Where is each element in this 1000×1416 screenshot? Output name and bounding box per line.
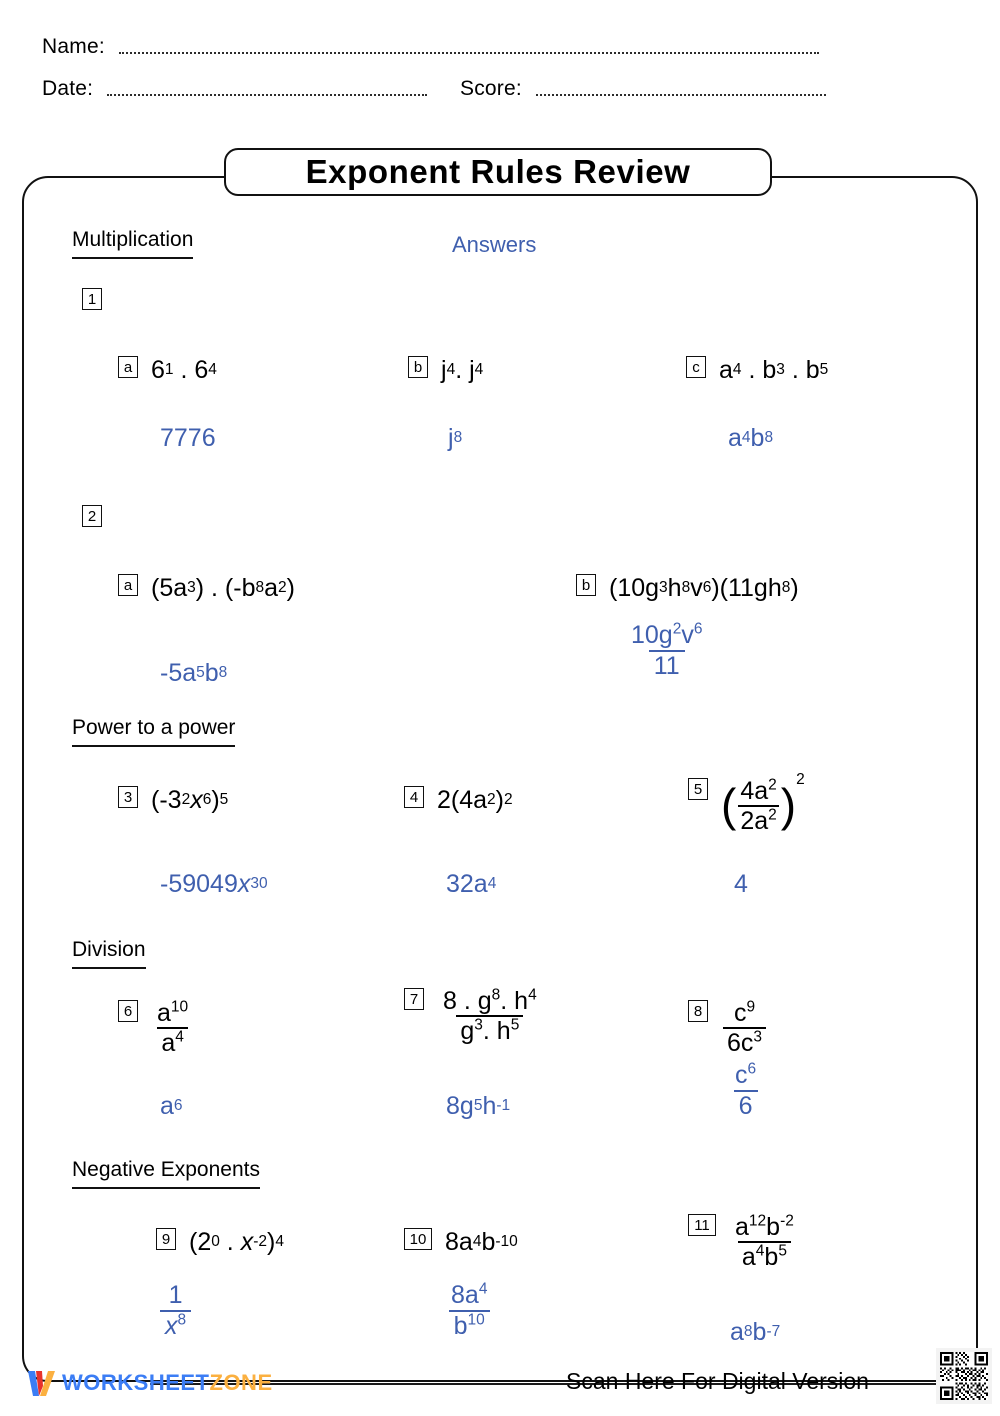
problem-number-box: 5 (688, 778, 708, 800)
problem-number-box: 2 (82, 505, 102, 527)
answer-10-numerator (446, 1282, 492, 1310)
answer-2b-n2: v (681, 621, 694, 649)
p2a-t4: ) (286, 574, 295, 602)
p2b-t2: h (667, 574, 682, 602)
p7-ns2: 4 (528, 986, 537, 1004)
problem-7 (404, 988, 543, 1045)
answer-10-d1: b (453, 1312, 468, 1340)
name-input-line[interactable] (119, 52, 819, 54)
p11-n1: a (735, 1213, 749, 1241)
worksheet-title-badge (224, 148, 772, 196)
answer-2a: -5a 5 b 8 (160, 659, 228, 687)
problem-5-fraction (738, 778, 778, 835)
p2b-t3: v (690, 574, 703, 602)
p3-variable: x (190, 786, 203, 814)
answer-2a-lead: -5a (160, 659, 197, 687)
problem-number-box: 3 (118, 786, 138, 808)
qr-code[interactable] (936, 1348, 992, 1404)
answer-9-numerator: 1 (168, 1281, 183, 1309)
p9-t1: (2 (189, 1228, 212, 1256)
p3-t2: ) (211, 786, 220, 814)
problem-number-box: 8 (688, 1000, 708, 1022)
logo-v-mark-icon (26, 1366, 60, 1400)
problem-number-box: 4 (404, 786, 424, 808)
p7-ds1: 3 (474, 1016, 483, 1034)
problem-4-expression: 2(4a 2 ) 2 (437, 786, 513, 814)
answer-9-fraction (160, 1282, 191, 1340)
problem-letter-box-b: b (576, 574, 596, 596)
problem-9-expression: (2 0 . x -2 ) 4 (189, 1228, 284, 1256)
p4-t2: ) (495, 786, 504, 814)
problem-7-expression (437, 988, 543, 1045)
problem-11-expression (729, 1214, 800, 1271)
answer-2b-fraction (626, 622, 707, 680)
answer-10-fraction (446, 1282, 492, 1340)
p1c-base1: a (719, 356, 733, 384)
student-info-header (0, 0, 1000, 130)
p7-n1: 8 . g (443, 987, 492, 1015)
problem-number-1 (82, 288, 102, 310)
answer-8-numerator (730, 1062, 761, 1090)
p2b-t1: (10g (609, 574, 660, 602)
problem-6 (118, 1000, 194, 1057)
p9-variable: x (240, 1228, 254, 1256)
problem-2b-expression: (10g 3 h 8 v 6 )(11gh 8 ) (609, 574, 799, 602)
p1c-base3: b (805, 356, 820, 384)
score-field-row (460, 78, 840, 99)
p5-num-base: 4a (740, 777, 769, 805)
answer-8-num-base: c (735, 1061, 748, 1089)
answer-9-den-exp: 8 (177, 1311, 187, 1329)
answer-8-denominator: 6 (734, 1090, 758, 1120)
problem-letter-box-a: a (118, 574, 138, 596)
p11-d1: a (741, 1243, 756, 1272)
problem-1b-expression: j 4 . j 4 (441, 356, 484, 384)
p5-numerator (738, 778, 778, 805)
answer-1c-base1: a (728, 424, 742, 452)
problem-5-expression: ( $\frac{4a^2}{2a^2}$ ) 2 (721, 771, 805, 836)
p1c-op2: . (784, 356, 806, 384)
p7-n2: . h (500, 987, 529, 1015)
answer-1c: a 4 b 8 (728, 424, 774, 452)
answer-10-ns1: 4 (478, 1280, 488, 1298)
p2a-t3: a (264, 574, 279, 602)
answer-10 (446, 1282, 492, 1340)
p8-den-exp: 3 (753, 1028, 763, 1046)
p5-den-exp: 2 (768, 806, 777, 824)
problem-1a-expression: 6 1 . 6 4 (151, 356, 217, 384)
p11-ds2: 5 (778, 1242, 787, 1260)
p2b-t5: ) (790, 574, 799, 602)
page-title: Exponent Rules Review (305, 153, 691, 190)
answer-1a: 7776 (160, 424, 216, 452)
p8-den-base: 6c (727, 1029, 754, 1058)
logo-text-worksheet: WORKSHEET (62, 1370, 210, 1395)
answer-4: 32a 4 (446, 870, 497, 898)
worksheet-zone-logo[interactable] (26, 1362, 273, 1404)
p6-den-exp: 4 (175, 1028, 184, 1046)
p7-denominator (456, 1015, 523, 1044)
answer-10-ds1: 10 (467, 1311, 485, 1329)
date-input-line[interactable] (107, 94, 427, 96)
p7-d1: g (460, 1017, 475, 1046)
p6-numerator (153, 1000, 192, 1027)
problem-letter-box-c: c (686, 356, 706, 378)
p11-numerator (731, 1214, 798, 1241)
answer-3-variable: x (237, 870, 251, 898)
p8-numerator (730, 1000, 759, 1027)
answer-7-t2: h (482, 1092, 497, 1120)
answer-7: 8g 5 h -1 (446, 1092, 511, 1120)
p6-den-base: a (161, 1029, 176, 1058)
answer-2a-b2: b (204, 659, 219, 687)
p5-num-exp: 2 (768, 776, 777, 794)
p1c-op1: . (741, 356, 763, 384)
p7-ns1: 8 (491, 986, 501, 1004)
answer-9-den-base: x (165, 1312, 178, 1340)
answer-5: 4 (734, 870, 748, 898)
name-label: Name: (42, 35, 105, 58)
answer-6: a 6 (160, 1092, 183, 1120)
p2b-t4: )(11gh (711, 574, 782, 602)
problem-10 (404, 1228, 518, 1256)
problem-6-fraction (153, 1000, 192, 1057)
p5-den-base: 2a (740, 807, 769, 836)
p5-denominator (738, 805, 778, 834)
p7-ds2: 5 (510, 1016, 520, 1034)
problem-11-fraction (731, 1214, 798, 1271)
answer-8 (730, 1062, 761, 1120)
problem-10-expression: 8a 4 b -10 (445, 1228, 518, 1256)
problem-3 (118, 786, 228, 814)
answer-2b (626, 622, 707, 680)
answer-1c-base2: b (750, 424, 765, 452)
p11-d2: b (764, 1243, 779, 1272)
problem-letter-box-a: a (118, 356, 138, 378)
p7-numerator (439, 988, 541, 1015)
p9-t3: ) (267, 1228, 276, 1256)
problem-number-box: 6 (118, 1000, 138, 1022)
p10-t2: b (481, 1228, 496, 1256)
p1b-operator: . (455, 356, 470, 384)
answer-1b-base: j (448, 424, 454, 452)
problem-7-fraction (439, 988, 541, 1045)
p11-ns2: -2 (780, 1212, 794, 1230)
answer-2b-numerator (626, 622, 707, 650)
answer-1b: j 8 (448, 424, 463, 452)
answer-3: -59049 x 30 (160, 870, 268, 898)
page-footer (0, 1352, 1000, 1416)
problem-1c-expression: a 4 . b 3 . b 5 (719, 356, 829, 384)
answer-2b-n1: 10g (631, 621, 673, 649)
problem-number-box: 11 (688, 1214, 716, 1236)
problem-number-box: 7 (404, 988, 424, 1010)
open-paren: ( (721, 779, 737, 832)
problem-1a (118, 356, 217, 384)
problem-1c (686, 356, 828, 384)
p8-denominator (723, 1027, 766, 1056)
p7-d2: . h (482, 1017, 511, 1046)
score-label: Score: (460, 77, 522, 100)
problem-2a (118, 574, 295, 602)
name-field-row (42, 36, 832, 57)
problem-letter-box-b: b (408, 356, 428, 378)
answer-4-coefficient: 32a (446, 870, 488, 898)
problem-6-expression (151, 1000, 194, 1057)
p1a-base1: 6 (151, 356, 165, 384)
answer-11-t1: a (730, 1318, 744, 1346)
scan-instruction-text: Scan Here For Digital Version (566, 1368, 869, 1394)
date-label: Date: (42, 77, 94, 100)
answer-8-fraction (730, 1062, 761, 1120)
p11-ns1: 12 (748, 1212, 767, 1230)
answer-6-base: a (160, 1092, 174, 1120)
answer-11-t2: b (752, 1318, 767, 1346)
section-heading-division: Division (72, 938, 146, 969)
answer-11: a 8 b -7 (730, 1318, 781, 1346)
logo-text-zone: ZONE (209, 1370, 273, 1395)
problem-9 (156, 1228, 284, 1256)
answer-10-denominator (449, 1310, 490, 1340)
answer-8-num-exp: 6 (747, 1060, 757, 1078)
p8-num-base: c (733, 999, 747, 1027)
p6-num-exp: 10 (170, 998, 189, 1016)
date-field-row (42, 78, 452, 99)
answer-7-t1: 8g (446, 1092, 474, 1120)
answers-column-label: Answers (452, 232, 537, 257)
p6-num-base: a (157, 999, 171, 1027)
p9-t2: . (219, 1228, 241, 1256)
answer-2b-denominator: 11 (649, 650, 685, 680)
answer-2b-ns2: 6 (693, 620, 703, 638)
p1b-base2: j (469, 356, 475, 384)
problem-1b (408, 356, 483, 384)
problem-5 (688, 771, 805, 836)
p4-t1: 2(4a (437, 786, 488, 814)
p1a-operator: . (173, 356, 195, 384)
p11-denominator (738, 1241, 791, 1270)
close-paren: ) (780, 779, 797, 832)
p11-ds1: 4 (755, 1242, 765, 1260)
p11-n2: b (766, 1213, 781, 1241)
answer-9-denominator (160, 1310, 191, 1340)
p8-num-exp: 9 (746, 998, 756, 1016)
p10-t1: 8a (445, 1228, 473, 1256)
section-heading-negative-exponents: Negative Exponents (72, 1158, 260, 1189)
p2a-t1: (5a (151, 574, 188, 602)
answer-9 (160, 1282, 191, 1340)
answer-2b-ns1: 2 (672, 620, 682, 638)
problem-8 (688, 1000, 768, 1057)
score-input-line[interactable] (536, 94, 826, 96)
p3-t1: (-3 (151, 786, 182, 814)
section-heading-multiplication: Multiplication (72, 228, 193, 259)
answer-10-n1: 8a (451, 1281, 479, 1309)
p2a-t2: ) . (-b (195, 574, 256, 602)
problem-2a-expression: (5a 3 ) . (-b 8 a 2 ) (151, 574, 295, 602)
problem-8-expression (721, 1000, 768, 1057)
problem-number-box: 1 (82, 288, 102, 310)
p1a-base2: 6 (194, 356, 209, 384)
problem-4 (404, 786, 513, 814)
problem-number-2 (82, 505, 102, 527)
p1c-base2: b (762, 356, 777, 384)
problem-11 (688, 1214, 800, 1271)
section-heading-power-to-a-power: Power to a power (72, 716, 235, 747)
problem-8-fraction (723, 1000, 766, 1057)
problem-number-box: 9 (156, 1228, 176, 1250)
problem-3-expression: (-3 2 x 6 ) 5 (151, 786, 229, 814)
answer-3-coefficient: -59049 (160, 870, 238, 898)
logo-wordmark (62, 1370, 273, 1396)
problem-2b (576, 574, 799, 602)
p6-denominator (157, 1027, 188, 1056)
p1b-base1: j (441, 356, 447, 384)
problem-number-box: 10 (404, 1228, 432, 1250)
